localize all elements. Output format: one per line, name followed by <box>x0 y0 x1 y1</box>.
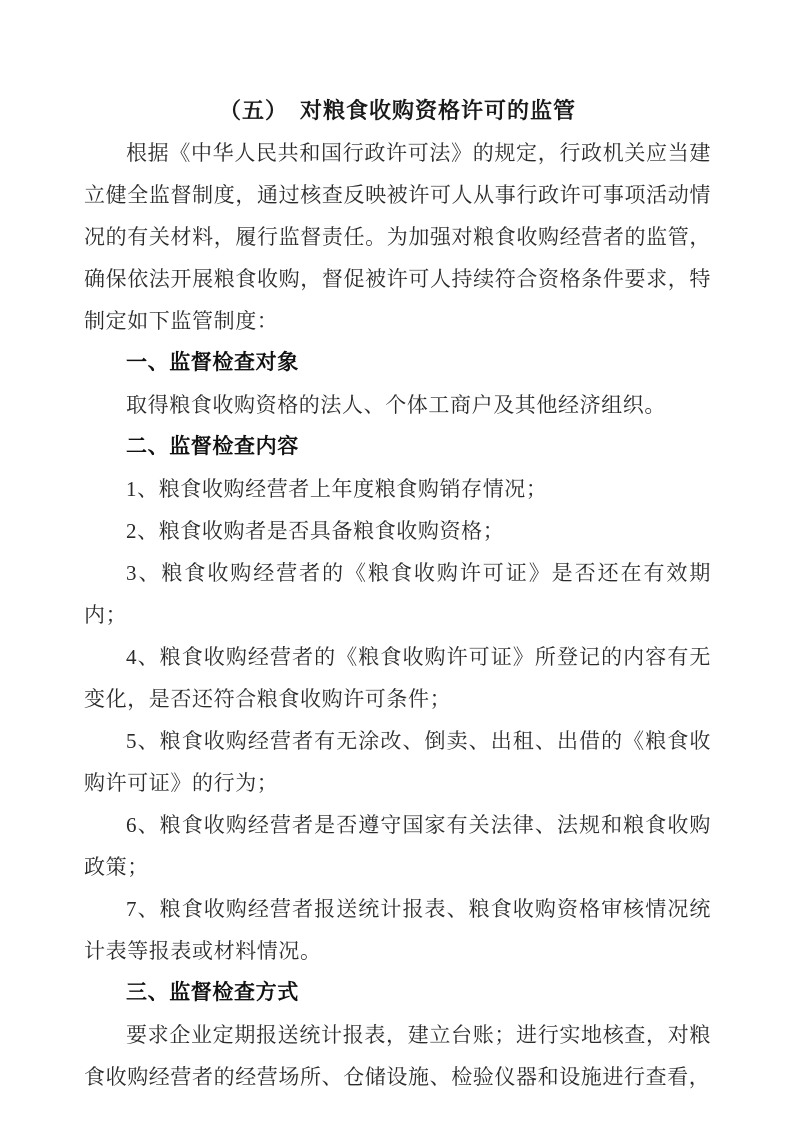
section-1-paragraph: 取得粮食收购资格的法人、个体工商户及其他经济组织。 <box>126 393 666 417</box>
section-heading-3: 三、监督检查方式 <box>126 981 299 1004</box>
list-item-3: 3、粮食收购经营者的《粮食收购许可证》是否还在有效期内； <box>84 561 711 627</box>
list-item-7: 7、粮食收购经营者报送统计报表、粮食收购资格审核情况统计表等报表或材料情况。 <box>84 897 711 963</box>
list-item-5: 5、粮食收购经营者有无涂改、倒卖、出租、出借的《粮食收购许可证》的行为； <box>84 729 711 795</box>
section-heading-1: 一、监督检查对象 <box>126 351 299 374</box>
section-heading-2: 二、监督检查内容 <box>126 435 299 458</box>
list-item-2: 2、粮食收购者是否具备粮食收购资格； <box>126 519 505 543</box>
section-3-paragraph: 要求企业定期报送统计报表，建立台账；进行实地核查，对粮食收购经营者的经营场所、仓储设施、检验仪器和设施进行查看， <box>84 1023 711 1089</box>
document-title: （五） 对粮食收购资格许可的监管 <box>218 98 576 123</box>
list-item-4: 4、粮食收购经营者的《粮食收购许可证》所登记的内容有无变化，是否还符合粮食收购许可条件； <box>84 645 711 711</box>
intro-paragraph: 根据《中华人民共和国行政许可法》的规定，行政机关应当建立健全监督制度，通过核查反映被许可人从事行政许可事项活动情况的有关材料，履行监督责任。为加强对粮食收购经营者的监管，确保依法开展粮食收购，督促被许可人持续符合资格条件要求，特制定如下监管制度： <box>84 141 711 333</box>
list-item-6: 6、粮食收购经营者是否遵守国家有关法律、法规和粮食收购政策； <box>84 813 711 879</box>
list-item-1: 1、粮食收购经营者上年度粮食购销存情况； <box>126 477 548 501</box>
